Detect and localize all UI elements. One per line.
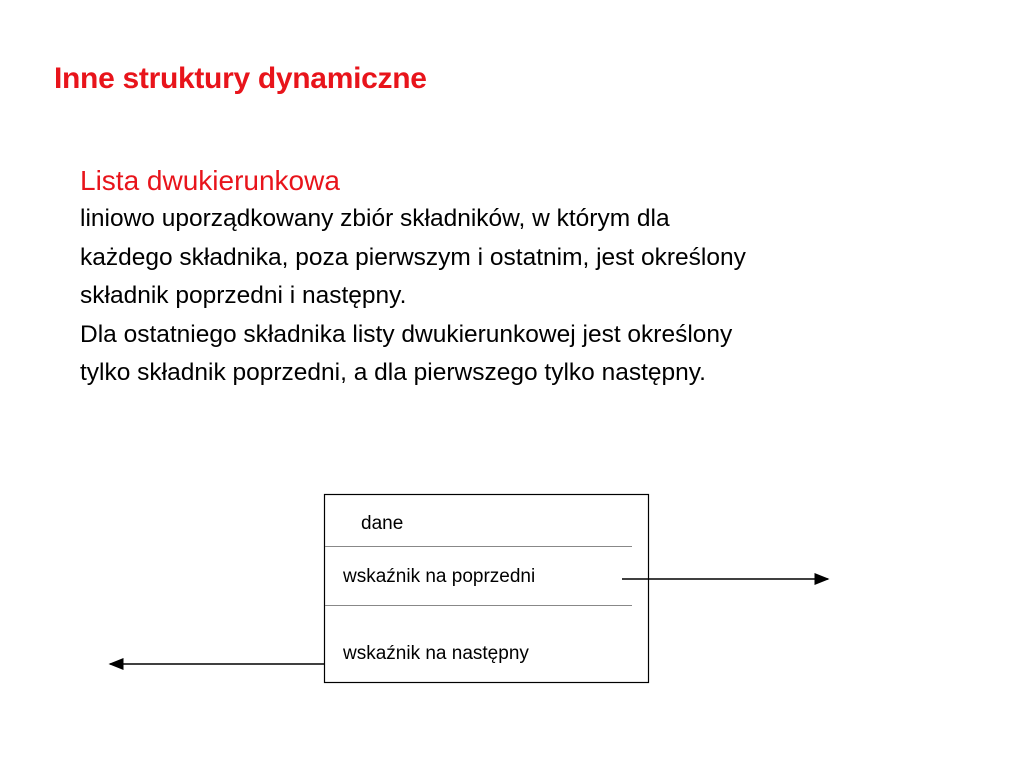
next-pointer-label: wskaźnik na następny [343,643,529,664]
paragraph-line: liniowo uporządkowany zbiór składników, w którym dla [80,205,670,232]
paragraph-line: składnik poprzedni i następny. [80,282,407,309]
paragraph-line: każdego składnika, poza pierwszym i ostatnim, jest określony [80,243,746,271]
section-subtitle: Lista dwukierunkowa [80,165,340,196]
prev-pointer-label: wskaźnik na poprzedni [343,566,536,587]
paragraph-line: tylko składnik poprzedni, a dla pierwszego tylko następny. [80,359,706,386]
paragraph-line: Dla ostatniego składnika listy dwukierunkowej jest określony [80,320,733,348]
slide-title: Inne struktury dynamiczne [54,62,427,95]
data-field-label: dane [361,513,404,534]
